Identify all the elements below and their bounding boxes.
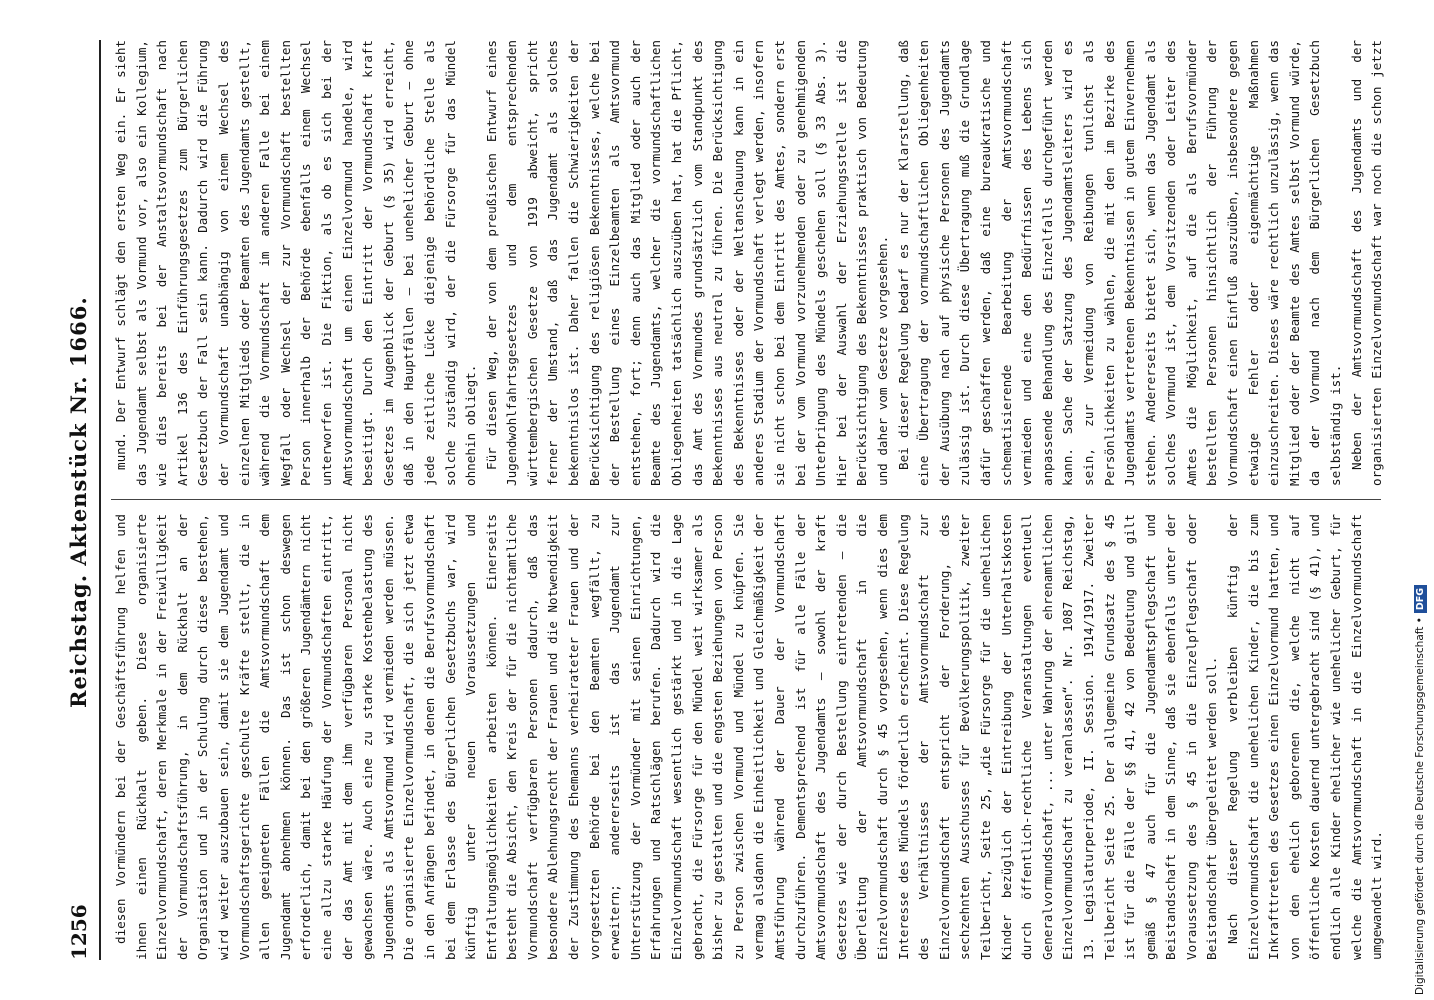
dfg-logo: DFG [1414,585,1427,613]
page-content [55,40,1395,960]
digitization-note-text: Digitalisierung gefördert durch die Deutsche Forschungsgemeinschaft • [1414,617,1426,995]
right-column [111,40,1391,486]
digitization-note-text-wrap [1412,5,1428,995]
left-column [111,514,1391,960]
rotated-page [0,20,1400,980]
column-divider [111,499,1381,500]
paragraph: diesen Vormündern bei der Geschäftsführung helfen und ihnen einen Rückhalt geben. Diese organisierte Einzelvormundschaft, deren Merkmale in der Freiwilligkeit der Vormundschaftsführung, in dem Rückhalt an der Organisation und in der Schulung durch diese bestehen, wird weiter auszubauen sein, damit sie dem Jugendamt und Vormundschaftsgerichte geschulte Kräfte stellt, die in allen geeigneten Fällen die Amtsvormundschaft dem Jugendamt abnehmen können. Das ist schon deswegen erforderlich, damit bei den größeren Jugendämtern nicht eine allzu starke Häufung der Vormundschaften eintritt, der das Amt mit dem ihm verfügbaren Personal nicht gewachsen wäre. Auch eine zu starke Kostenbelastung des Jugendamts als Amtsvormund wird vermieden werden müssen. Die organisierte Einzelvormundschaft, die sich jetzt etwa in den Anfängen befindet, in denen die Berufsvormundschaft bei dem Erlasse des Bürgerlichen Gesetzbuchs war, wird künftig unter neuen Voraussetzungen und Entfaltungsmöglichkeiten arbeiten können. Einerseits besteht die Absicht, den Kreis der für die nichtamtliche Vormundschaft verfügbaren Personen dadurch, daß das besondere Ablehnungsrecht der Frauen und die Notwendigkeit der Zustimmung des Ehemanns verheirateter Frauen und der vorgesetzten Behörde bei den Beamten wegfällt, zu erweitern; andererseits ist das Jugendamt zur Unterstützung der Vormünder mit seinen Einrichtungen, Erfahrungen und Ratschlägen berufen. Dadurch wird die Einzelvormundschaft wesentlich gestärkt und in die Lage gebracht, die Fürsorge für den Mündel weit wirksamer als bisher zu gestalten und die engsten Beziehungen von Person zu Person zwischen Vormund und Mündel zu knüpfen. Sie vermag alsdann die Einheitlichkeit und Gleichmäßigkeit der Amtsführung während der Dauer der Vormundschaft durchzuführen. Dementsprechend ist für alle Fälle der Amtsvormundschaft des Jugendamts — sowohl der kraft Gesetzes wie der durch Bestellung eintretenden — die Überleitung der Amtsvormundschaft in die Einzelvormundschaft durch § 45 vorgesehen, wenn dies dem Interesse des Mündels förderlich erscheint. Diese Regelung des Verhältnisses der Amtsvormundschaft zur Einzelvormundschaft entspricht der Forderung, des sechzehnten Ausschusses für Bevölkerungspolitik, zweiter Teilbericht, Seite 25, „die Fürsorge für die unehelichen Kinder bezüglich der Eintreibung der Unterhaltskosten durch öffentlich-rechtliche Veranstaltungen eventuell Generalvormundschaft, ... unter Wahrung der ehrenamtlichen Einzelvormundschaft zu veranlassen“. Nr. 1087 Reichstag, 13. Legislaturperiode, II. Session. 1914/1917. Zweiter Teilbericht Seite 25. Der allgemeine Grundsatz des § 45 ist für die Fälle der §§ 41, 42 von Bedeutung und gilt gemäß § 47 auch für die Jugendamtspflegschaft und Beistandschaft in dem Sinne, daß sie ebenfalls unter der Voraussetzung des § 45 in die Einzelpflegschaft oder Beistandschaft übergeleitet werden soll. [113,514,1220,960]
paragraph: mund. Der Entwurf schlägt den ersten Weg ein. Er sieht das Jugendamt selbst als Vormund vor, also ein Kollegium, wie dies bereits bei der Anstaltsvormundschaft nach Artikel 136 des Einführungsgesetzes zum Bürgerlichen Gesetzbuch der Fall sein kann. Dadurch wird die Führung der Vormundschaft unabhängig von einem Wechsel des einzelnen Mitglieds oder Beamten des Jugendamts gestellt, während die Vormundschaft im anderen Falle bei einem Wegfall oder Wechsel der zur Vormundschaft bestellten Person innerhalb der Behörde ebenfalls einem Wechsel unterworfen ist. Die Fiktion, als ob es sich bei der Amtsvormundschaft um einen Einzelvormund handele, wird beseitigt. Durch den Eintritt der Vormundschaft kraft Gesetzes im Augenblick der Geburt (§ 35) wird erreicht, daß in den Hauptfällen — bei unehelicher Geburt — ohne jede zeitliche Lücke diejenige behördliche Stelle als solche zuständig wird, der die Fürsorge für das Mündel ohnehin obliegt. [113,40,479,486]
page-header [55,40,91,960]
paragraph: Bei dieser Regelung bedarf es nur der Klarstellung, daß eine Übertragung der vormundschaftlichen Obliegenheiten der Ausübung nach auf physische Personen des Jugendamts zulässig ist. Durch diese Übertragung muß die Grundlage dafür geschaffen werden, daß eine bureaukratische und schematisierende Bearbeitung der Amtsvormundschaft vermieden und eine den Bedürfnissen des Lebens sich anpassende Behandlung des Einzelfalls durchgeführt werden kann. Sache der Satzung des Jugendamtsleiters wird es sein, zur Vermeidung von Reibungen tunlichst als Persönlichkeiten zu wählen, die mit den im Bezirke des Jugendamts vertretenen Bekenntnissen in gutem Einvernehmen stehen. Andererseits bietet sich, wenn das Jugendamt als solches Vormund ist, dem Vorsitzenden oder Leiter des Amtes die Möglichkeit, auf die als Berufsvormünder bestellten Personen hinsichtlich der Führung der Vormundschaft einen Einfluß auszuüben, insbesondere gegen etwaige Fehler oder eigenmächtige Maßnahmen einzuschreiten. Dieses wäre rechtlich unzulässig, wenn das Mitglied oder der Beamte des Amtes selbst Vormund würde, da der Vormund nach dem Bürgerlichen Gesetzbuch selbständig ist. [895,40,1344,486]
header-rule [99,40,101,960]
paragraph [1388,514,1391,960]
paragraph: Für diesen Weg, der von dem preußischen Entwurf eines Jugendwohlfahrtsgesetzes und dem entsprechenden württembergischen Gesetze von 1919 abweicht, spricht ferner der Umstand, daß das Jugendamt als solches bekenntnislos ist. Daher fallen die Schwierigkeiten der Berücksichtigung des religiösen Bekenntnisses, welche bei der Bestellung eines Einzelbeamten als Amtsvormund entstehen, fort; denn auch das Mitglied oder auch der Beamte des Jugendamts, welcher die vormundschaftlichen Obliegenheiten tatsächlich auszuüben hat, hat die Pflicht, das Amt des Vormundes grundsätzlich vom Standpunkt des Bekenntnisses aus neutral zu führen. Die Berücksichtigung des Bekenntnisses oder der Weltanschauung kann in ein anderes Stadium der Vormundschaft verlegt werden, insofern sie nicht schon bei dem Eintritt des Amtes, sondern erst bei der vom Vormund vorzunehmenden oder zu genehmigenden Unterbringung des Mündels geschehen soll (§ 33 Abs. 3). Hier bei der Auswahl der Erziehungsstelle ist die Berücksichtigung des Bekenntnisses praktisch von Bedeutung und daher vom Gesetze vorgesehen. [483,40,890,486]
digitization-note [1412,5,1428,995]
page-number: 1256 [67,904,91,960]
page-title: Reichstag. Aktenstück Nr. 1666. [66,296,91,708]
paragraph: Nach dieser Regelung verbleiben künftig der Einzelvormundschaft die unehelichen Kinder, die bis zum Inkrafttreten des Gesetzes einen Einzelvormund hatten, und von den ehelich geborenen die, welche nicht auf öffentliche Kosten dauernd untergebracht sind (§ 41), und endlich alle Kinder ehelicher wie unehelicher Geburt, für welche die Amtsvormundschaft in die Einzelvormundschaft umgewandelt wird. [1225,514,1385,960]
paragraph: Neben der Amtsvormundschaft des Jugendamts und der organisierten Einzelvormundschaft war noch die schon jetzt [1348,40,1385,486]
